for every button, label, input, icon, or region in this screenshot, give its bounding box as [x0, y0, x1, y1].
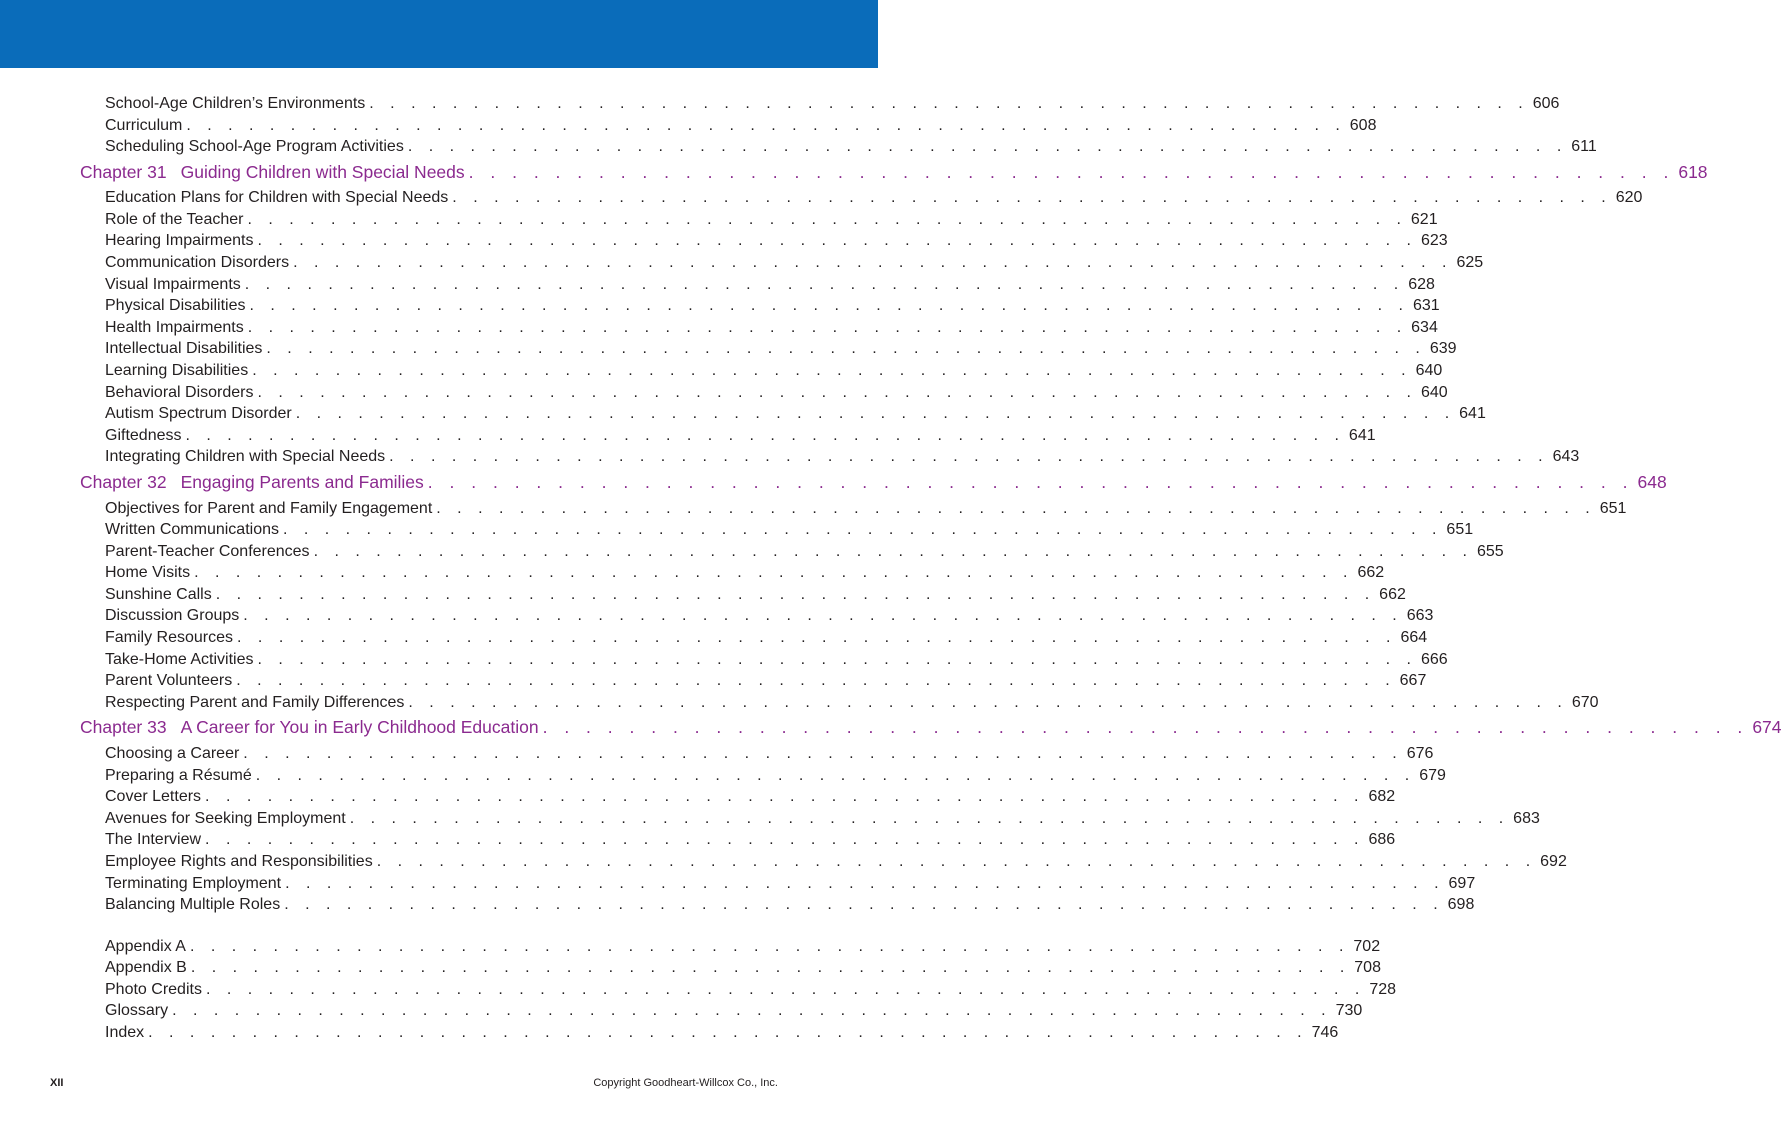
toc-section-entry[interactable]: [80, 670, 1427, 692]
page-reference: 746: [1311, 1024, 1339, 1042]
toc-chapter-entry[interactable]: [80, 713, 1782, 743]
toc-section-entry[interactable]: [80, 136, 1597, 158]
page-reference: 621: [1410, 210, 1438, 228]
toc-section-entry[interactable]: [80, 425, 1376, 447]
toc-section-entry[interactable]: [80, 851, 1567, 873]
page-reference: 698: [1447, 896, 1475, 914]
toc-section-entry[interactable]: [80, 808, 1540, 830]
section-title: Role of the Teacher: [105, 210, 244, 228]
dot-leader: . . . . . . . . . . . . . . . . . . . . . . . . . . . . . . . . . . . . . . . . . . . . . . . . . . . . . . . .: [205, 788, 1365, 806]
section-title: Behavioral Disorders: [105, 383, 254, 401]
dot-leader: . . . . . . . . . . . . . . . . . . . . . . . . . . . . . . . . . . . . . . . . . . . . . . . . . . . . . . . .: [293, 254, 1453, 272]
toc-section-entry[interactable]: [80, 230, 1448, 252]
section-title: Photo Credits: [105, 980, 202, 998]
page-reference: 634: [1411, 318, 1438, 336]
page-reference: 618: [1678, 161, 1708, 182]
page-reference: 608: [1349, 116, 1377, 134]
section-title: Parent Volunteers: [105, 672, 233, 690]
page-reference: 667: [1399, 672, 1427, 690]
toc-section-entry[interactable]: [80, 562, 1385, 584]
toc-section-entry[interactable]: [80, 317, 1438, 339]
toc-section-entry[interactable]: [80, 446, 1580, 468]
page-reference: 640: [1420, 383, 1448, 401]
dot-leader: . . . . . . . . . . . . . . . . . . . . . . . . . . . . . . . . . . . . . . . . . . . . . . . . . . . . . . . .: [172, 1002, 1332, 1020]
page-reference: 651: [1599, 499, 1627, 517]
section-title: Integrating Children with Special Needs: [105, 448, 386, 466]
section-title: Hearing Impairments: [105, 232, 254, 250]
dot-leader: . . . . . . . . . . . . . . . . . . . . . . . . . . . . . . . . . . . . . . . . . . . . . . . . . . . . . . . .: [349, 809, 1510, 827]
page-number: XII: [50, 1077, 64, 1089]
section-title: Preparing a Résumé: [105, 766, 252, 784]
section-title: The Interview: [105, 831, 202, 849]
page-reference: 655: [1477, 542, 1504, 560]
page-reference: 683: [1513, 809, 1540, 827]
page-reference: 641: [1348, 426, 1376, 444]
page-reference: 623: [1420, 232, 1448, 250]
dot-leader: . . . . . . . . . . . . . . . . . . . . . . . . . . . . . . . . . . . . . . . . . . . . . . . . . . . . . . . .: [408, 693, 1568, 711]
dot-leader: . . . . . . . . . . . . . . . . . . . . . . . . . . . . . . . . . . . . . . . . . . . . . . . . . . . . . . . .: [205, 980, 1366, 998]
toc-section-entry[interactable]: [80, 584, 1406, 606]
toc-section-entry[interactable]: [80, 1000, 1363, 1022]
dot-leader: . . . . . . . . . . . . . . . . . . . . . . . . . . . . . . . . . . . . . . . . . . . . . . . . . . . . . . . .: [295, 405, 1456, 423]
dot-leader: . . . . . . . . . . . . . . . . . . . . . . . . . . . . . . . . . . . . . . . . . . . . . . . . . . . . . . . .: [257, 232, 1417, 250]
page-reference: 728: [1369, 980, 1397, 998]
toc-section-entry[interactable]: [80, 360, 1443, 382]
chapter-heading: [80, 713, 539, 743]
toc-section-entry[interactable]: [80, 519, 1474, 541]
section-title: Index: [105, 1024, 145, 1042]
page-reference: 643: [1552, 448, 1580, 466]
toc-section-entry[interactable]: [80, 541, 1504, 563]
dot-leader: . . . . . . . . . . . . . . . . . . . . . . . . . . . . . . . . . . . . . . . . . . . . . . . . . . . . . . . .: [190, 959, 1351, 977]
page-reference: 628: [1408, 275, 1435, 293]
section-title: Objectives for Parent and Family Engagement: [105, 499, 433, 517]
section-title: Curriculum: [105, 116, 183, 134]
dot-leader: . . . . . . . . . . . . . . . . . . . . . . . . . . . . . . . . . . . . . . . . . . . . . . . . . . . . . . . .: [236, 672, 1396, 690]
page-reference: 682: [1368, 788, 1396, 806]
dot-leader: . . . . . . . . . . . . . . . . . . . . . . . . . . . . . . . . . . . . . . . . . . . . . . . . . . . . . . . .: [237, 629, 1397, 647]
toc-section-entry[interactable]: [80, 786, 1396, 808]
toc-section-entry[interactable]: [80, 338, 1457, 360]
toc-section-entry[interactable]: [80, 382, 1448, 404]
chapter-heading: [80, 158, 465, 188]
dot-leader: . . . . . . . . . . . . . . . . . . . . . . . . . . . . . . . . . . . . . . . . . . . . . . . . . . . . . . . .: [186, 116, 1346, 134]
toc-section-entry[interactable]: [80, 743, 1434, 765]
section-title: Family Resources: [105, 629, 234, 647]
dot-leader: . . . . . . . . . . . . . . . . . . . . . . . . . . . . . . . . . . . . . . . . . . . . . . . . . . . . . . . .: [148, 1024, 1308, 1042]
section-spacer: [80, 916, 748, 936]
chapter-number: Chapter 32: [80, 472, 167, 492]
section-title: Glossary: [105, 1002, 169, 1020]
dot-leader: . . . . . . . . . . . . . . . . . . . . . . . . . . . . . . . . . . . . . . . . . . . . . . . . . . . . . . . .: [542, 717, 1749, 738]
section-title: Cover Letters: [105, 788, 202, 806]
page-reference: 666: [1420, 650, 1448, 668]
toc-section-entry[interactable]: [80, 936, 1381, 958]
dot-leader: . . . . . . . . . . . . . . . . . . . . . . . . . . . . . . . . . . . . . . . . . . . . . . . . . . . . . . . .: [452, 189, 1612, 207]
toc-section-entry[interactable]: [80, 692, 1599, 714]
toc-section-entry[interactable]: [80, 498, 1627, 520]
chapter-number: Chapter 31: [80, 161, 167, 182]
section-title: Employee Rights and Responsibilities: [105, 852, 373, 870]
page-reference: 662: [1357, 564, 1385, 582]
toc-section-entry[interactable]: [80, 957, 1381, 979]
section-title: Health Impairments: [105, 318, 244, 336]
toc-section-entry[interactable]: [80, 274, 1435, 296]
toc-section-entry[interactable]: [80, 873, 1476, 895]
toc-chapter-entry[interactable]: [80, 468, 1667, 498]
dot-leader: . . . . . . . . . . . . . . . . . . . . . . . . . . . . . . . . . . . . . . . . . . . . . . . . . . . . . . . .: [185, 426, 1345, 444]
toc-chapter-entry[interactable]: [80, 158, 1708, 188]
toc-section-entry[interactable]: [80, 93, 1560, 115]
chapter-title: Engaging Parents and Families: [180, 472, 424, 492]
page-reference: 625: [1456, 254, 1484, 272]
toc-section-entry[interactable]: [80, 252, 1484, 274]
page-reference: 686: [1368, 831, 1396, 849]
page-reference: 641: [1459, 405, 1486, 423]
section-title: Physical Disabilities: [105, 297, 246, 315]
section-title: Respecting Parent and Family Differences: [105, 693, 405, 711]
section-title: Balancing Multiple Roles: [105, 896, 281, 914]
toc-section-entry[interactable]: [80, 295, 1440, 317]
dot-leader: . . . . . . . . . . . . . . . . . . . . . . . . . . . . . . . . . . . . . . . . . . . . . . . . . . . . . . . .: [257, 650, 1417, 668]
section-title: Terminating Employment: [105, 874, 282, 892]
page-reference: 620: [1615, 189, 1643, 207]
dot-leader: . . . . . . . . . . . . . . . . . . . . . . . . . . . . . . . . . . . . . . . . . . . . . . . . . . . . . . . .: [247, 318, 1408, 336]
page-reference: 648: [1637, 472, 1667, 492]
section-title: Autism Spectrum Disorder: [105, 405, 292, 423]
header-color-band: [0, 0, 878, 68]
dot-leader: . . . . . . . . . . . . . . . . . . . . . . . . . . . . . . . . . . . . . . . . . . . . . . . . . . . . . . . .: [407, 138, 1568, 156]
dot-leader: . . . . . . . . . . . . . . . . . . . . . . . . . . . . . . . . . . . . . . . . . . . . . . . . . . . . . . . .: [249, 297, 1409, 315]
page-reference: 676: [1406, 744, 1434, 762]
dot-leader: . . . . . . . . . . . . . . . . . . . . . . . . . . . . . . . . . . . . . . . . . . . . . . . . . . . . . . . .: [252, 362, 1412, 380]
toc-section-entry[interactable]: [80, 627, 1428, 649]
section-title: Parent-Teacher Conferences: [105, 542, 310, 560]
chapter-number: Chapter 33: [80, 717, 167, 738]
dot-leader: . . . . . . . . . . . . . . . . . . . . . . . . . . . . . . . . . . . . . . . . . . . . . . . . . . . . . . . .: [285, 874, 1445, 892]
page-reference: 664: [1400, 629, 1428, 647]
page-reference: 730: [1335, 1002, 1363, 1020]
section-title: Written Communications: [105, 521, 279, 539]
dot-leader: . . . . . . . . . . . . . . . . . . . . . . . . . . . . . . . . . . . . . . . . . . . . . . . . . . . . . . . .: [266, 340, 1426, 358]
dot-leader: . . . . . . . . . . . . . . . . . . . . . . . . . . . . . . . . . . . . . . . . . . . . . . . . . . . . . . . .: [215, 585, 1376, 603]
section-title: School-Age Children’s Environments: [105, 95, 366, 112]
page-reference: 651: [1446, 521, 1474, 539]
copyright-notice: Copyright Goodheart-Willcox Co., Inc.: [593, 1077, 778, 1089]
dot-leader: . . . . . . . . . . . . . . . . . . . . . . . . . . . . . . . . . . . . . . . . . . . . . . . . . . . . . . . .: [194, 564, 1354, 582]
section-title: Appendix A: [105, 937, 186, 955]
section-title: Sunshine Calls: [105, 585, 212, 603]
section-title: Choosing a Career: [105, 744, 240, 762]
page-reference: 679: [1419, 766, 1446, 784]
dot-leader: . . . . . . . . . . . . . . . . . . . . . . . . . . . . . . . . . . . . . . . . . . . . . . . . . . . . . . . .: [376, 852, 1537, 870]
page-reference: 662: [1379, 585, 1406, 603]
section-title: Take-Home Activities: [105, 650, 254, 668]
page-reference: 674: [1752, 717, 1782, 738]
page-reference: 702: [1353, 937, 1381, 955]
dot-leader: . . . . . . . . . . . . . . . . . . . . . . . . . . . . . . . . . . . . . . . . . . . . . . . . . . . . . . . .: [389, 448, 1549, 466]
page-reference: 606: [1532, 95, 1560, 112]
section-title: Communication Disorders: [105, 254, 290, 272]
section-title: Home Visits: [105, 564, 191, 582]
toc-section-entry[interactable]: [80, 649, 1448, 671]
toc-section-entry[interactable]: [80, 979, 1397, 1001]
toc-section-entry[interactable]: [80, 765, 1446, 787]
chapter-title: Guiding Children with Special Needs: [180, 161, 465, 182]
dot-leader: . . . . . . . . . . . . . . . . . . . . . . . . . . . . . . . . . . . . . . . . . . . . . . . . . . . . . . . .: [189, 937, 1350, 955]
dot-leader: . . . . . . . . . . . . . . . . . . . . . . . . . . . . . . . . . . . . . . . . . . . . . . . . . . . . . . . .: [247, 210, 1407, 228]
toc-section-entry[interactable]: [80, 187, 1643, 209]
section-title: Education Plans for Children with Special Needs: [105, 189, 449, 207]
page-reference: 640: [1415, 362, 1443, 380]
page-reference: 663: [1406, 607, 1434, 625]
dot-leader: . . . . . . . . . . . . . . . . . . . . . . . . . . . . . . . . . . . . . . . . . . . . . . . . . . . . . . . .: [257, 383, 1417, 401]
toc-section-entry[interactable]: [80, 1022, 1339, 1044]
chapter-title: A Career for You in Early Childhood Education: [180, 717, 539, 738]
toc-section-entry[interactable]: [80, 403, 1486, 425]
page-reference: 692: [1540, 852, 1567, 870]
dot-leader: . . . . . . . . . . . . . . . . . . . . . . . . . . . . . . . . . . . . . . . . . . . . . . . . . . . . . . . .: [243, 607, 1403, 625]
section-title: Scheduling School-Age Program Activities: [105, 138, 404, 156]
dot-leader: . . . . . . . . . . . . . . . . . . . . . . . . . . . . . . . . . . . . . . . . . . . . . . . . . . . . . . . .: [436, 499, 1596, 517]
dot-leader: . . . . . . . . . . . . . . . . . . . . . . . . . . . . . . . . . . . . . . . . . . . . . . . . . . . . . . . .: [313, 542, 1473, 560]
toc-section-entry[interactable]: [80, 605, 1434, 627]
page-reference: 611: [1571, 138, 1597, 156]
toc-section-entry[interactable]: [80, 894, 1475, 916]
page-reference: 697: [1448, 874, 1476, 892]
dot-leader: . . . . . . . . . . . . . . . . . . . . . . . . . . . . . . . . . . . . . . . . . . . . . . . . . . . . . . . .: [284, 896, 1444, 914]
chapter-heading: [80, 468, 424, 498]
dot-leader: . . . . . . . . . . . . . . . . . . . . . . . . . . . . . . . . . . . . . . . . . . . . . . . . . . . . . . . .: [369, 95, 1529, 112]
page-reference: 708: [1354, 959, 1381, 977]
dot-leader: . . . . . . . . . . . . . . . . . . . . . . . . . . . . . . . . . . . . . . . . . . . . . . . . . . . . . . . .: [244, 275, 1405, 293]
dot-leader: . . . . . . . . . . . . . . . . . . . . . . . . . . . . . . . . . . . . . . . . . . . . . . . . . . . . . . . .: [255, 766, 1416, 784]
table-of-contents: [80, 93, 1782, 1044]
dot-leader: . . . . . . . . . . . . . . . . . . . . . . . . . . . . . . . . . . . . . . . . . . . . . . . . . . . . . . . .: [468, 161, 1675, 182]
toc-section-entry[interactable]: [80, 115, 1377, 137]
page-reference: 670: [1571, 693, 1599, 711]
page-reference: 639: [1429, 340, 1457, 358]
dot-leader: . . . . . . . . . . . . . . . . . . . . . . . . . . . . . . . . . . . . . . . . . . . . . . . . . . . . . . . .: [427, 472, 1634, 492]
page-reference: 631: [1412, 297, 1440, 315]
toc-section-entry[interactable]: [80, 209, 1438, 231]
dot-leader: . . . . . . . . . . . . . . . . . . . . . . . . . . . . . . . . . . . . . . . . . . . . . . . . . . . . . . . .: [205, 831, 1365, 849]
toc-section-entry[interactable]: [80, 829, 1396, 851]
section-title: Giftedness: [105, 426, 182, 444]
dot-leader: . . . . . . . . . . . . . . . . . . . . . . . . . . . . . . . . . . . . . . . . . . . . . . . . . . . . . . . .: [282, 521, 1443, 539]
section-title: Discussion Groups: [105, 607, 240, 625]
section-title: Appendix B: [105, 959, 187, 977]
section-title: Visual Impairments: [105, 275, 241, 293]
section-title: Avenues for Seeking Employment: [105, 809, 346, 827]
dot-leader: . . . . . . . . . . . . . . . . . . . . . . . . . . . . . . . . . . . . . . . . . . . . . . . . . . . . . . . .: [243, 744, 1403, 762]
section-title: Intellectual Disabilities: [105, 340, 263, 358]
section-title: Learning Disabilities: [105, 362, 249, 380]
